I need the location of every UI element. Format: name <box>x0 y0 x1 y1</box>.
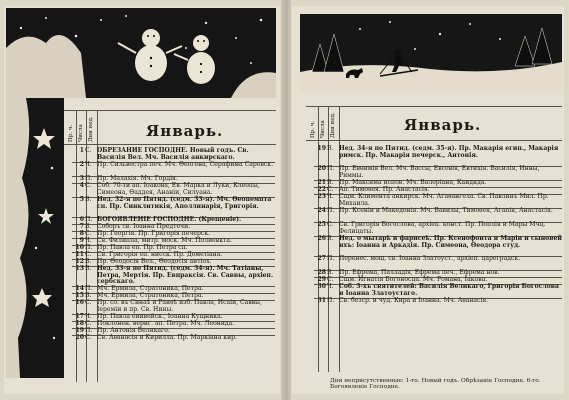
right-day-row <box>314 146 562 166</box>
weekday-abbrev: П. <box>85 327 93 334</box>
day-number: 20 <box>317 165 326 172</box>
right-day-list <box>314 146 562 372</box>
day-number: 5 <box>79 196 84 203</box>
day-entry-text: Соб. 3-хъ святителей: Василія Великаго, Григорія Богослова и Іоанна Златоустаго. <box>339 283 559 297</box>
day-entry-text: Пр. Ефрема, Палладія, Ефрема печ., Ефрема нов. <box>339 269 500 276</box>
day-entry-text: Ап. Тимоѳея. Пр. Анастасія. <box>339 186 430 193</box>
day-number: 18 <box>75 320 84 327</box>
day-number: 29 <box>317 276 326 283</box>
weekday-abbrev: С. <box>85 182 92 189</box>
day-entry-text: Нед. 34-я по Пятид. (седм. 35-я). Пр. Макарія егип., Макарія римск. Пр. Макарія печерск., Антонія. <box>339 145 559 159</box>
day-number: 1 <box>79 147 84 154</box>
day-entry-text: Пр. Георгія. Пр. Григорія печерск. <box>97 230 211 237</box>
right-day-row <box>314 256 562 270</box>
weekday-abbrev: П. <box>85 244 93 251</box>
right-header-prch: Пр. ч. <box>310 120 316 138</box>
weekday-abbrev: С. <box>85 147 92 154</box>
day-number: 31 <box>317 297 326 304</box>
day-entry-text: Поклонен. вериг. ап. Петра. Мч. Леонида. <box>97 320 235 327</box>
weekday-abbrev: Ч. <box>327 283 334 290</box>
weekday-abbrev: В. <box>85 265 92 272</box>
weekday-abbrev: П. <box>85 216 93 223</box>
weekday-abbrev: Ч. <box>327 193 334 200</box>
weekday-abbrev: С. <box>327 276 334 283</box>
day-entry-text: Пр. Максима испов. Мч. Валеріана, Кандида. <box>339 179 487 186</box>
right-day-row <box>314 166 562 180</box>
left-winter-illustration <box>6 8 276 98</box>
day-entry-text: Пр. Павла еп. Пр. Петра сп. <box>97 244 188 251</box>
right-day-row <box>314 236 562 256</box>
day-entry-text: Соб. 70-ти ап. Іоакова, Ев. Марка и Луки, Клеопы, Симеона, Өаддея, Ананіи, Силуана. <box>97 182 260 196</box>
weekday-abbrev: С. <box>85 251 92 258</box>
weekday-abbrev: Ч. <box>85 237 92 244</box>
day-number: 11 <box>75 251 84 258</box>
day-number: 19 <box>317 145 326 152</box>
day-number: 2 <box>79 161 84 168</box>
day-number: 4 <box>79 182 84 189</box>
weekday-abbrev: П. <box>85 285 93 292</box>
right-page-title: Январь. <box>404 116 482 134</box>
day-number: 13 <box>75 265 84 272</box>
left-side-ornament <box>6 98 64 378</box>
left-day-row <box>72 183 275 197</box>
weekday-abbrev: В. <box>85 292 92 299</box>
day-entry-text: Мч. Ермила, Стратоника, Петра. <box>97 285 204 292</box>
right-day-row <box>314 222 562 236</box>
right-skier-illustration <box>300 14 562 92</box>
weekday-abbrev: П. <box>327 165 335 172</box>
left-day-row <box>72 266 275 286</box>
day-entry-text: Пр. со. въ Синаѣ и Раиѳѣ изб. Павла, Исаіи, Саввы, Іереміи и пр. Св. Нины. <box>97 299 262 313</box>
weekday-abbrev: В. <box>327 269 334 276</box>
day-number: 25 <box>317 221 326 228</box>
left-page-title: Январь. <box>146 122 224 140</box>
weekday-abbrev: В. <box>327 235 334 242</box>
left-day-row <box>72 148 275 162</box>
left-day-row <box>72 335 275 349</box>
day-number: 16 <box>75 299 84 306</box>
weekday-abbrev: П. <box>327 207 335 214</box>
weekday-abbrev: В. <box>327 145 334 152</box>
day-number: 3 <box>79 175 84 182</box>
day-number: 23 <box>317 193 326 200</box>
right-footer-note: Дни неприсутственные: 1-го. Новый годъ. Обрѣзаніе Господне. 6-го. Богоявленіе Господне. <box>330 378 541 391</box>
day-entry-text: Сщм. Климента анкирск. Мч. Агаѳангела. Св. Павлинъ Мил. Пр. Михаила. <box>339 193 549 207</box>
day-number: 7 <box>79 223 84 230</box>
weekday-abbrev: Ч. <box>85 161 92 168</box>
day-entry-text: Пр. Сильвестра печ. Мч. Өеогена, Серафима Саровск. <box>97 161 274 168</box>
day-number: 10 <box>75 244 84 251</box>
weekday-abbrev: П. <box>85 175 93 182</box>
weekday-abbrev: С. <box>327 186 334 193</box>
day-entry-text: Сщм. Игнатія Богоносца. Мч. Романа, Іакова. <box>339 276 488 283</box>
left-top-rule <box>64 110 276 111</box>
weekday-abbrev: С. <box>327 221 334 228</box>
weekday-abbrev: С. <box>85 320 92 327</box>
day-entry-text: ОБРЕЗАНИЕ ГОСПОДНЕ. Новый годъ. Св. Василія Вел. Мч. Василія анкирскаго. <box>97 147 249 161</box>
weekday-abbrev: П. <box>327 255 335 262</box>
right-top-rule <box>306 106 562 107</box>
day-entry-text: Пр. Антонія Великаго. <box>97 327 170 334</box>
weekday-abbrev: Ч. <box>85 313 92 320</box>
left-day-list <box>72 148 275 384</box>
weekday-abbrev: С. <box>85 334 92 341</box>
day-number: 15 <box>75 292 84 299</box>
day-number: 26 <box>317 235 326 242</box>
right-header-rule <box>306 140 562 141</box>
day-number: 28 <box>317 269 326 276</box>
day-entry-text: Св. безср. и чуд. Кира и Іоанна. Мч. Аѳанасія. <box>339 297 489 304</box>
day-number: 12 <box>75 258 84 265</box>
day-entry-text: Нед. 32-я по Пятид. (седм. 33-я). Мч. Өеопемпта сп. Пр. Синклитикія, Аполлинарія, Григорія. <box>97 196 272 210</box>
day-number: 6 <box>79 216 84 223</box>
day-number: 19 <box>75 327 84 334</box>
weekday-abbrev: В. <box>85 223 92 230</box>
day-entry-text: Пр. Малахія. Мч. Гордія. <box>97 175 178 182</box>
left-header-prch: Пр. ч. <box>68 124 74 142</box>
day-number: 20 <box>75 334 84 341</box>
right-day-row <box>314 298 562 312</box>
day-entry-text: Нед. о мытарѣ и фарисеѣ. Пр. Ксенофонта и Маріи и сыновей ихъ: Іоанна и Аркадія. Пр. Симеона, Өеодора студ. <box>339 235 562 249</box>
day-entry-text: Соборъ св. Іоанна Предтечи. <box>97 223 191 230</box>
day-number: 27 <box>317 255 326 262</box>
day-entry-text: Пр. Өеодосія Вел., Өеодосія антіох. <box>97 258 212 265</box>
right-day-row <box>314 194 562 208</box>
left-day-row <box>72 197 275 217</box>
day-number: 17 <box>75 313 84 320</box>
day-entry-text: Перенес. мощ. св. Іоанна Златоуст., архіеп. цареградск. <box>339 255 521 262</box>
weekday-abbrev: В. <box>85 196 92 203</box>
day-entry-text: Св. Григорія еп. нисск. Пр. Дометіана. <box>97 251 223 258</box>
right-day-row <box>314 208 562 222</box>
day-number: 8 <box>79 230 84 237</box>
day-number: 22 <box>317 186 326 193</box>
day-entry-text: БОГОЯВЛЕНІЕ ГОСПОДНЕ. (Крещеніе). <box>97 216 242 223</box>
left-header-dni: Дни нед. <box>88 116 94 142</box>
day-number: 24 <box>317 207 326 214</box>
weekday-abbrev: В. <box>85 258 92 265</box>
book-gutter <box>281 0 291 400</box>
left-header-rule <box>64 144 276 145</box>
day-entry-text: Пр. Павла еиивейск., Іоанна Кущника. <box>97 313 223 320</box>
right-header-dni: Дни нед. <box>330 112 336 138</box>
right-header-chisla: Числа <box>320 120 326 138</box>
weekday-abbrev: П. <box>327 297 335 304</box>
weekday-abbrev: С. <box>85 230 92 237</box>
day-entry-text: Нед. 33-я по Пятид. (седм. 34-я). Мч. Татіаны, Петра, Мертія. Пр. Евпраксія. Св. Саввы, архіеп. сербскаго. <box>97 265 274 286</box>
day-entry-text: Св. Григорія Богослова, архіеп. конст. Пр. Поплія и Мары Мчц. Фелицаты. <box>339 221 546 235</box>
day-number: 21 <box>317 179 326 186</box>
day-entry-text: Пр. Евөимія Вел. Мч. Вассы, Евсевія, Евтихія. Василія, Инны, Риммы. <box>339 165 540 179</box>
weekday-abbrev: С. <box>85 299 92 306</box>
day-entry-text: Св. Филиппа, митр. моск. Мч. Полиевкта. <box>97 237 232 244</box>
day-number: 14 <box>75 285 84 292</box>
left-day-row <box>72 162 275 176</box>
right-day-row <box>314 284 562 298</box>
day-number: 9 <box>79 237 84 244</box>
day-entry-text: Св. Аѳанасія и Кирилла. Пр. Маркіана кир. <box>97 334 237 341</box>
day-number: 30 <box>317 283 326 290</box>
day-entry-text: Мч. Ермила, Стратоника, Петра. <box>97 292 204 299</box>
left-header-chisla: Числа <box>78 124 84 142</box>
day-entry-text: Пр. Ксеніи и Македонія. Мч. Вавилы, Тимоѳея, Агапія, Анастасія. <box>339 207 553 214</box>
left-day-row <box>72 300 275 314</box>
weekday-abbrev: В. <box>327 179 334 186</box>
